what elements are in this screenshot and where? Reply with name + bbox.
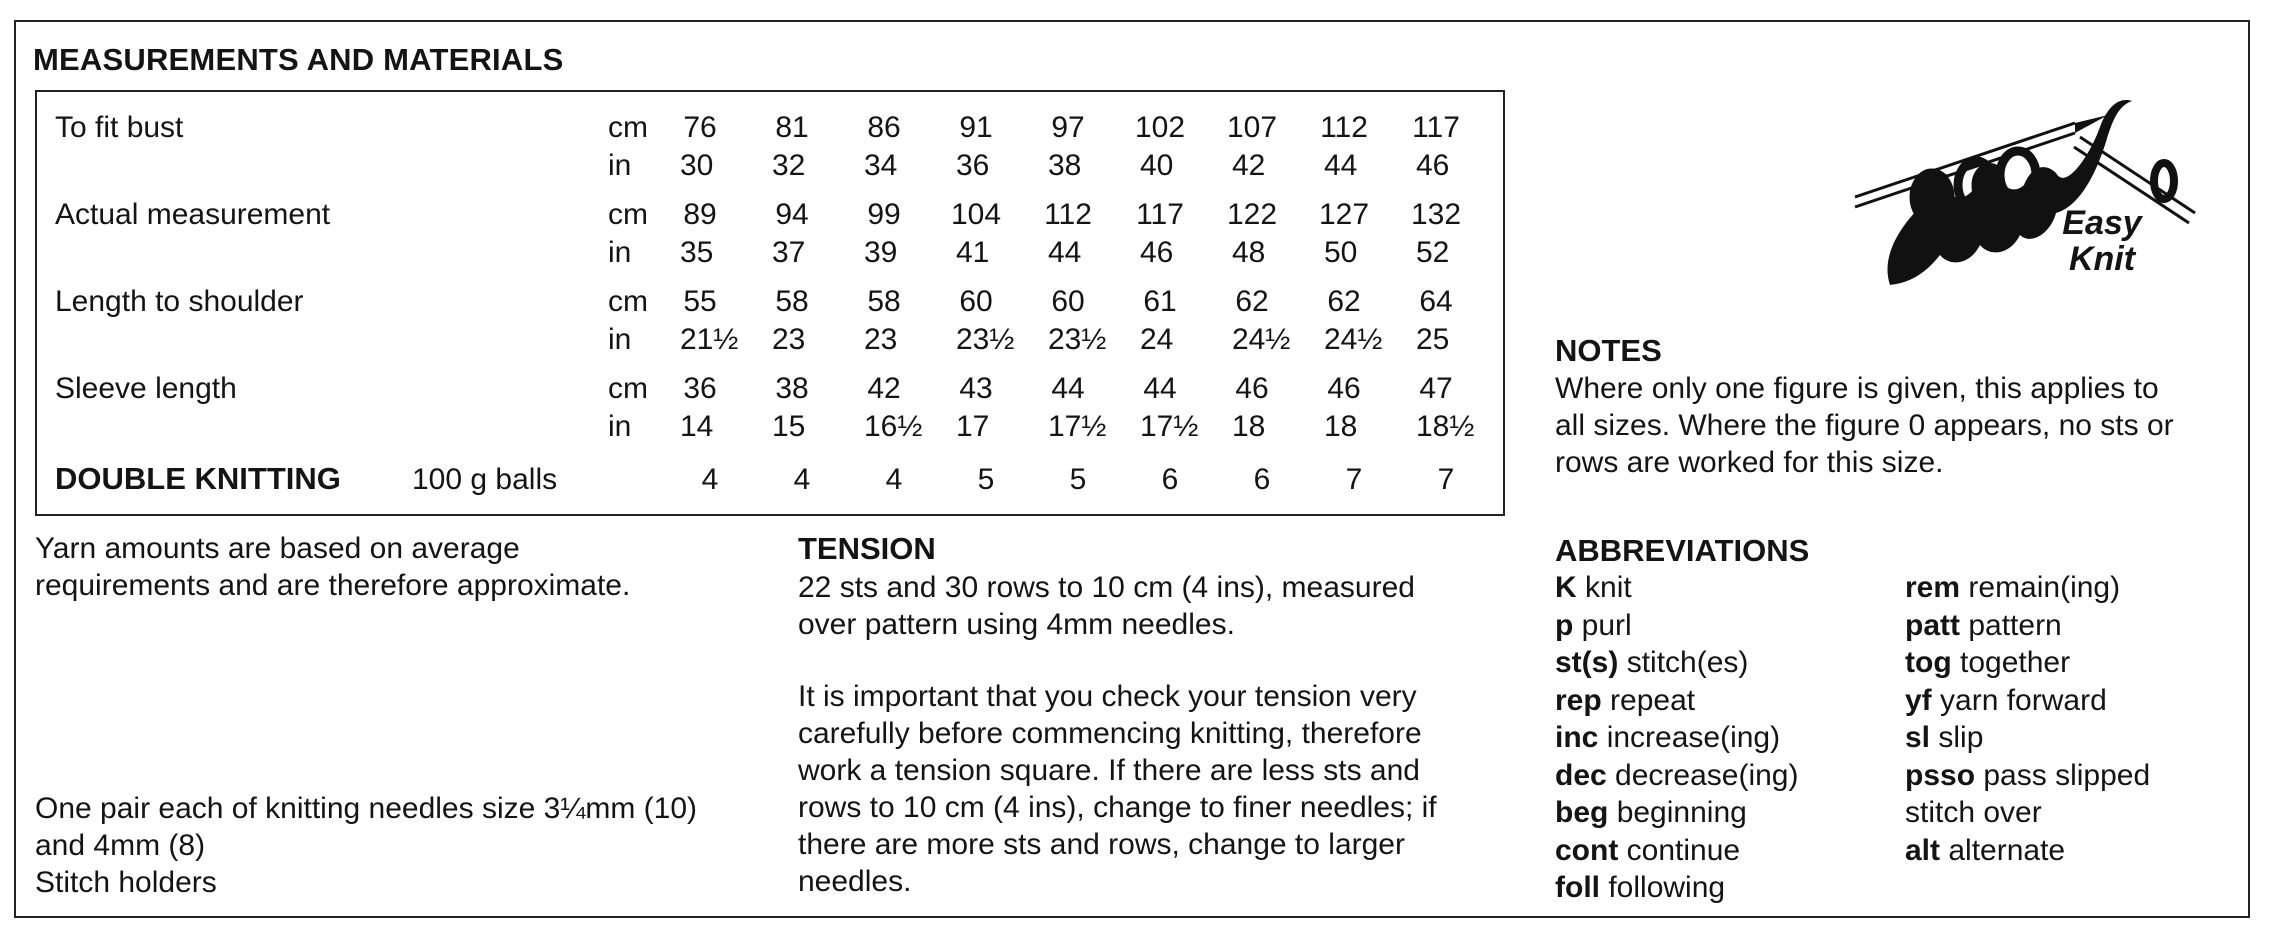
tension-line: 22 sts and 30 rows to 10 cm (4 ins), measured (798, 571, 1415, 604)
value-cm: 47 (1419, 372, 1453, 405)
yarn-type-label: DOUBLE KNITTING (55, 461, 341, 496)
value-in: 23 (864, 323, 898, 356)
value-in: 30 (680, 149, 714, 182)
abbreviation-entry (1905, 569, 2150, 607)
needles-list (35, 790, 697, 901)
abbreviation-entry (1905, 794, 2150, 832)
logo-text-line: Easy (2062, 204, 2142, 242)
value-cm: 44 (1051, 372, 1085, 405)
abbreviation-term: p (1555, 608, 1574, 642)
abbreviation-meaning: continue (1626, 833, 1741, 867)
value-cm: 107 (1226, 111, 1278, 144)
tension-line: It is important that you check your tension very (798, 680, 1417, 713)
yarn-ball-weight: 100 g balls (412, 463, 558, 496)
tension-line: over pattern using 4mm needles. (798, 608, 1235, 641)
abbreviation-entry (1905, 607, 2150, 645)
unit-in: in (608, 149, 632, 182)
abbreviation-entry (1905, 757, 2150, 795)
abbreviation-meaning: yarn forward (1940, 683, 2107, 717)
yarn-note-line: requirements and are therefore approximate. (35, 569, 631, 602)
abbreviation-term: K (1555, 571, 1577, 604)
value-cm: 122 (1226, 198, 1278, 231)
abbreviations-title: ABBREVIATIONS (1555, 533, 1810, 568)
value-in: 15 (772, 410, 806, 443)
measurement-label: Sleeve length (55, 372, 237, 405)
value-cm: 117 (1136, 198, 1184, 231)
abbreviation-term: beg (1555, 796, 1609, 829)
value-in: 14 (680, 410, 714, 443)
value-in: 50 (1324, 236, 1358, 269)
value-in: 36 (956, 149, 990, 182)
value-cm: 55 (683, 285, 717, 318)
tension-line: work a tension square. If there are less sts and (798, 754, 1420, 787)
unit-cm: cm (608, 111, 648, 144)
value-in: 46 (1140, 236, 1174, 269)
yarn-ball-count: 7 (1345, 463, 1363, 496)
tension-title: TENSION (798, 531, 936, 566)
value-cm: 112 (1044, 198, 1092, 231)
value-cm: 58 (867, 285, 901, 318)
value-cm: 46 (1235, 372, 1269, 405)
abbreviation-term: inc (1555, 721, 1599, 754)
measurement-label: Length to shoulder (55, 285, 304, 318)
abbreviation-meaning: remain(ing) (1968, 571, 2121, 604)
needles-line: and 4mm (8) (35, 829, 206, 862)
value-in: 40 (1140, 149, 1174, 182)
yarn-ball-count: 4 (793, 463, 811, 496)
unit-in: in (608, 236, 632, 269)
value-in: 37 (772, 236, 806, 269)
abbreviation-entry (1905, 682, 2150, 720)
measurement-label: Actual measurement (55, 198, 331, 231)
tension-paragraph-1 (798, 569, 1415, 643)
abbreviation-entry (1555, 569, 1798, 607)
abbreviation-meaning: stitch(es) (1626, 646, 1749, 679)
abbreviation-term: cont (1555, 833, 1619, 867)
value-cm: 97 (1051, 111, 1085, 144)
abbreviation-entry (1555, 757, 1798, 795)
abbreviation-entry (1555, 719, 1798, 757)
value-in: 23½ (956, 323, 1015, 356)
unit-cm: cm (608, 285, 648, 318)
value-in: 39 (864, 236, 898, 269)
unit-in: in (608, 410, 632, 443)
yarn-ball-count: 6 (1253, 463, 1271, 496)
value-cm: 89 (683, 198, 717, 231)
abbreviation-meaning: increase(ing) (1606, 721, 1781, 754)
yarn-note (35, 530, 630, 604)
value-in: 21½ (680, 323, 739, 356)
value-in: 17½ (1140, 410, 1199, 443)
abbreviation-term: dec (1555, 758, 1607, 792)
abbreviation-meaning: alternate (1948, 833, 2066, 867)
abbreviation-term: patt (1905, 608, 1960, 642)
value-in: 24½ (1232, 323, 1291, 356)
abbreviation-term: st(s) (1555, 646, 1619, 679)
value-cm: 112 (1320, 111, 1368, 144)
value-cm: 104 (950, 198, 1002, 231)
page-title: MEASUREMENTS AND MATERIALS (33, 42, 564, 77)
value-in: 23 (772, 323, 806, 356)
abbreviation-term: foll (1555, 871, 1600, 904)
value-in: 32 (772, 149, 806, 182)
yarn-ball-count: 5 (977, 463, 995, 496)
value-cm: 36 (683, 372, 717, 405)
tension-line: needles. (798, 865, 912, 898)
abbreviation-term: yf (1905, 683, 1932, 717)
value-cm: 58 (775, 285, 809, 318)
yarn-ball-count: 4 (701, 463, 719, 496)
value-cm: 62 (1235, 285, 1269, 318)
abbreviations-column-2 (1905, 569, 2150, 869)
value-in: 38 (1048, 149, 1082, 182)
value-cm: 64 (1419, 285, 1453, 318)
value-in: 25 (1416, 323, 1450, 356)
abbreviation-meaning: slip (1938, 721, 1984, 754)
value-cm: 86 (867, 111, 901, 144)
tension-line: carefully before commencing knitting, therefore (798, 717, 1422, 750)
unit-cm: cm (608, 372, 648, 405)
value-cm: 46 (1327, 372, 1361, 405)
value-cm: 76 (683, 111, 717, 144)
tension-line: there are more sts and rows, change to larger (798, 828, 1405, 861)
value-cm: 61 (1143, 285, 1177, 318)
abbreviation-term: alt (1905, 833, 1941, 867)
yarn-ball-count: 4 (885, 463, 903, 496)
abbreviation-entry (1555, 832, 1798, 870)
abbreviation-entry (1555, 607, 1798, 645)
unit-in: in (608, 323, 632, 356)
value-in: 44 (1324, 149, 1358, 182)
tension-paragraph-2 (798, 678, 1437, 900)
yarn-ball-count: 5 (1069, 463, 1087, 496)
abbreviation-meaning: pass slipped (1983, 758, 2151, 792)
value-in: 17½ (1048, 410, 1107, 443)
value-in: 41 (956, 236, 990, 269)
abbreviation-entry (1555, 869, 1798, 907)
value-cm: 60 (1051, 285, 1085, 318)
abbreviation-meaning: following (1608, 871, 1726, 904)
value-in: 23½ (1048, 323, 1107, 356)
notes-line: Where only one figure is given, this applies to (1555, 372, 2159, 405)
needles-line: One pair each of knitting needles size 3¼mm (10) (35, 792, 698, 825)
needles-line: Stitch holders (35, 866, 217, 899)
value-in: 16½ (864, 410, 923, 443)
easy-knit-logo (1850, 95, 2210, 285)
value-cm: 43 (959, 372, 993, 405)
abbreviation-meaning: knit (1585, 571, 1632, 604)
yarn-note-line: Yarn amounts are based on average (35, 532, 520, 565)
abbreviation-term: sl (1905, 721, 1931, 754)
yarn-ball-count: 7 (1437, 463, 1455, 496)
measurement-label: To fit bust (55, 111, 184, 144)
notes-line: rows are worked for this size. (1555, 446, 1944, 479)
notes-line: all sizes. Where the figure 0 appears, no sts or (1555, 409, 2174, 442)
notes-title: NOTES (1555, 333, 1662, 368)
value-cm: 81 (775, 111, 809, 144)
value-cm: 60 (959, 285, 993, 318)
value-in: 48 (1232, 236, 1266, 269)
abbreviation-entry (1905, 644, 2150, 682)
value-cm: 99 (867, 198, 901, 231)
value-in: 46 (1416, 149, 1450, 182)
abbreviation-meaning: purl (1581, 608, 1632, 642)
abbreviation-entry (1555, 794, 1798, 832)
value-in: 18 (1324, 410, 1358, 443)
yarn-ball-count: 6 (1161, 463, 1179, 496)
value-in: 18½ (1416, 410, 1475, 443)
abbreviation-meaning: pattern (1968, 608, 2062, 642)
abbreviation-meaning: stitch over (1905, 796, 2042, 829)
tension-line: rows to 10 cm (4 ins), change to finer needles; if (798, 791, 1437, 824)
abbreviation-entry (1905, 832, 2150, 870)
value-in: 52 (1416, 236, 1450, 269)
value-cm: 42 (867, 372, 901, 405)
abbreviation-entry (1555, 644, 1798, 682)
value-cm: 102 (1134, 111, 1186, 144)
logo-text (2042, 205, 2162, 277)
value-cm: 62 (1327, 285, 1361, 318)
value-cm: 91 (959, 111, 993, 144)
abbreviation-meaning: together (1959, 646, 2071, 679)
value-cm: 38 (775, 372, 809, 405)
value-cm: 117 (1412, 111, 1460, 144)
value-cm: 127 (1318, 198, 1370, 231)
abbreviations-column-1 (1555, 569, 1798, 907)
abbreviation-meaning: decrease(ing) (1615, 758, 1799, 792)
abbreviation-meaning: beginning (1616, 796, 1747, 829)
value-in: 35 (680, 236, 714, 269)
logo-text-line: Knit (2068, 240, 2136, 278)
value-in: 17 (956, 410, 990, 443)
value-in: 24½ (1324, 323, 1383, 356)
value-cm: 44 (1143, 372, 1177, 405)
value-in: 42 (1232, 149, 1266, 182)
value-in: 44 (1048, 236, 1082, 269)
abbreviation-meaning: repeat (1610, 683, 1696, 717)
abbreviation-term: tog (1905, 646, 1952, 679)
value-in: 24 (1140, 323, 1174, 356)
value-in: 18 (1232, 410, 1266, 443)
abbreviation-entry (1905, 719, 2150, 757)
value-in: 34 (864, 149, 898, 182)
abbreviation-term: psso (1905, 758, 1976, 792)
abbreviation-term: rep (1555, 683, 1602, 717)
value-cm: 94 (775, 198, 809, 231)
unit-cm: cm (608, 198, 648, 231)
notes-text (1555, 370, 2174, 481)
abbreviation-term: rem (1905, 571, 1961, 604)
value-cm: 132 (1410, 198, 1462, 231)
abbreviation-entry (1555, 682, 1798, 720)
